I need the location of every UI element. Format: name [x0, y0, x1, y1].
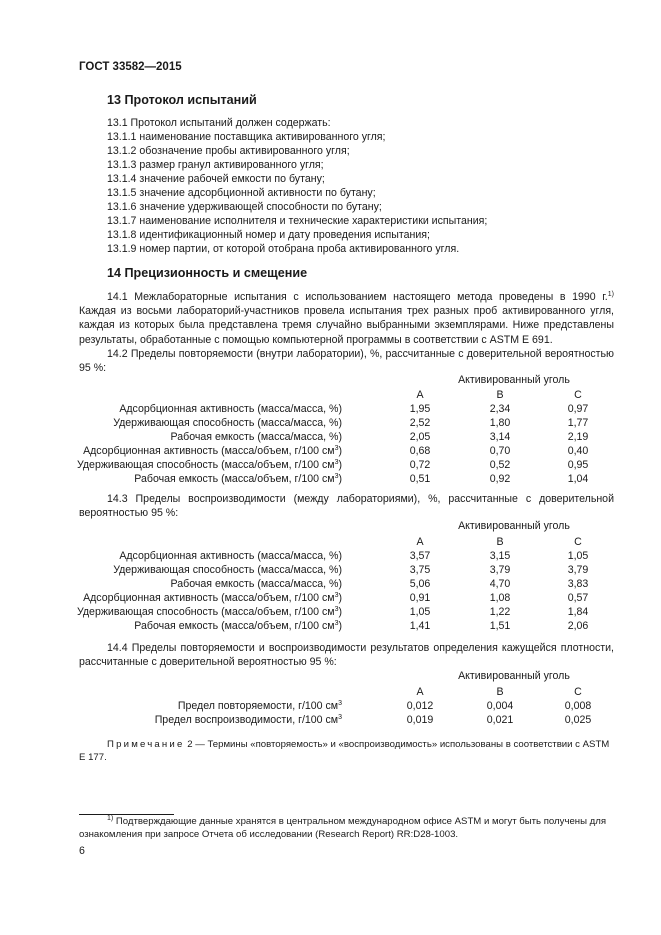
table-row: [79, 714, 614, 728]
cell-c: 1,84: [567, 606, 589, 618]
paragraph-14-4: [79, 641, 614, 669]
section-14-title: 14 Прецизионность и смещение: [107, 266, 308, 280]
paragraph-14-4-text: 14.4 Пределы повторяемости и воспроизводимости результатов определения кажущейся плотности, рассчитанные с доверительной вероятностью 95 %:: [79, 642, 614, 669]
cell-b: 0,021: [486, 714, 514, 726]
cell-b: 1,22: [489, 606, 511, 618]
section-13-title: 13 Протокол испытаний: [107, 93, 257, 107]
cell-b: 3,15: [489, 550, 511, 562]
cell-a: 0,68: [409, 445, 431, 457]
table-row: [79, 550, 614, 564]
table-row: [79, 473, 614, 487]
row-label: Адсорбционная активность (масса/объем, г/100 $см^3$): [83, 445, 342, 457]
list-item: 13.1.3 размер гранул активированного угля;: [107, 159, 324, 171]
row-label: Предел повторяемости, г/100 $см^3$: [177, 700, 342, 712]
cell-a: 5,06: [409, 578, 431, 590]
paragraph-14-3: [79, 492, 614, 520]
cell-c: 0,025: [564, 714, 592, 726]
cell-b: 4,70: [489, 578, 511, 590]
cell-b: 3,14: [489, 431, 511, 443]
row-label: Рабочая емкость (масса/объем, г/100 $см^3$): [134, 473, 342, 485]
table-header-row: [79, 686, 614, 700]
cell-a: 0,019: [406, 714, 434, 726]
cell-a: 3,75: [409, 564, 431, 576]
list-item: 13.1.9 номер партии, от которой отобрана проба активированного угля.: [107, 243, 460, 255]
table-row: [76, 459, 614, 473]
cell-a: 1,41: [409, 620, 431, 632]
table-row: [79, 403, 614, 417]
cell-c: 1,04: [567, 473, 589, 485]
row-label: Удерживающая способность (масса/масса, %): [113, 564, 342, 576]
paragraph-14-2: [79, 347, 614, 375]
cell-c: 0,57: [567, 592, 589, 604]
col-a-header: А: [416, 686, 424, 698]
cell-c: 3,79: [567, 564, 589, 576]
cell-c: 0,97: [567, 403, 589, 415]
cell-b: 1,51: [489, 620, 511, 632]
table-row: [76, 606, 614, 620]
cell-b: 0,004: [486, 700, 514, 712]
note-text: 2 — Термины «повторяемость» и «воспроизводимость» использованы в соответствии с ASTM E 177.: [79, 739, 610, 763]
cell-a: 3,57: [409, 550, 431, 562]
cell-b: 1,08: [489, 592, 511, 604]
cell-b: 3,79: [489, 564, 511, 576]
list-item: 13.1.5 значение адсорбционной активности по бутану;: [107, 187, 376, 199]
list-item: 13.1.4 значение рабочей емкости по бутану;: [107, 173, 325, 185]
list-item: 13.1.1 наименование поставщика активированного угля;: [107, 131, 386, 143]
document-id: ГОСТ 33582—2015: [79, 61, 182, 73]
row-label: Удерживающая способность (масса/масса, %): [113, 417, 342, 429]
cell-c: 1,05: [567, 550, 589, 562]
note: [79, 738, 614, 764]
cell-b: 1,80: [489, 417, 511, 429]
table-group-header: Активированный уголь: [458, 670, 570, 682]
list-item: 13.1 Протокол испытаний должен содержать:: [107, 117, 331, 129]
cell-c: 2,06: [567, 620, 589, 632]
row-label: Адсорбционная активность (масса/масса, %): [119, 403, 342, 415]
page-number: 6: [79, 845, 85, 857]
cell-c: 3,83: [567, 578, 589, 590]
paragraph-14-3-text: 14.3 Пределы воспроизводимости (между лабораториями), %, рассчитанные с доверительной вероятностью 95 %:: [79, 493, 614, 520]
col-c-header: С: [574, 389, 582, 401]
table-row: [79, 578, 614, 592]
col-a-header: А: [416, 536, 424, 548]
cell-a: 0,91: [409, 592, 431, 604]
table-group-header: Активированный уголь: [458, 520, 570, 532]
list-item: 13.1.6 значение удерживающей способности по бутану;: [107, 201, 382, 213]
row-label: Рабочая емкость (масса/масса, %): [170, 578, 342, 590]
col-a-header: А: [416, 389, 424, 401]
list-item: 13.1.7 наименование исполнителя и технические характеристики испытания;: [107, 215, 488, 227]
table-row: [79, 700, 614, 714]
footnote: [79, 816, 614, 841]
cell-a: 2,52: [409, 417, 431, 429]
table-header-row: [79, 536, 614, 550]
cell-c: 2,19: [567, 431, 589, 443]
row-label: Удерживающая способность (масса/объем, г/100 $см^3$): [76, 606, 342, 618]
col-c-header: С: [574, 686, 582, 698]
cell-a: 2,05: [409, 431, 431, 443]
cell-b: 2,34: [489, 403, 511, 415]
paragraph-14-1-lead: 14.1 Межлабораторные испытания с использованием настоящего метода проведены в 1990 г.: [107, 291, 608, 303]
col-b-header: В: [496, 536, 504, 548]
cell-c: 1,77: [567, 417, 589, 429]
row-label: Удерживающая способность (масса/объем, г/100 $см^3$): [76, 459, 342, 471]
paragraph-14-2-text: 14.2 Пределы повторяемости (внутри лаборатории), %, рассчитанные с доверительной вероятностью 95 %:: [79, 348, 614, 375]
col-b-header: В: [496, 686, 504, 698]
table-group-header: Активированный уголь: [458, 374, 570, 386]
cell-a: 0,51: [409, 473, 431, 485]
paragraph-14-1-body: Каждая из восьми лабораторий-участников провела испытания трех разных проб активированного угля, каждая из которых была представлена тремя случайно выбранными экземплярами. Ниже представлены результаты, обработанные с помощью компьютерной программы в соответствии с ASTM E 691.: [79, 305, 614, 346]
cell-b: 0,52: [489, 459, 511, 471]
cell-a: 1,95: [409, 403, 431, 415]
col-b-header: В: [496, 389, 504, 401]
footnote-text: Подтверждающие данные хранятся в центральном международном офисе ASTM и могут быть получены для ознакомления при запросе Отчета об исследовании (Research Report) RR:D28-1003.: [79, 816, 607, 840]
cell-c: 0,40: [567, 445, 589, 457]
list-item: 13.1.8 идентификационный номер и дату проведения испытания;: [107, 229, 430, 241]
cell-b: 0,70: [489, 445, 511, 457]
footnote-ref: 1): [607, 291, 614, 298]
footnote-mark: 1): [107, 815, 114, 822]
table-row: [79, 564, 614, 578]
cell-a: 0,72: [409, 459, 431, 471]
row-label: Адсорбционная активность (масса/масса, %): [119, 550, 342, 562]
row-label: Рабочая емкость (масса/объем, г/100 $см^3$): [134, 620, 342, 632]
table-row: [79, 431, 614, 445]
list-item: 13.1.2 обозначение пробы активированного угля;: [107, 145, 350, 157]
table-row: [79, 445, 614, 459]
table-header-row: [79, 389, 614, 403]
note-label: Примечание: [107, 739, 185, 750]
cell-a: 0,012: [406, 700, 434, 712]
table-row: [79, 417, 614, 431]
paragraph-14-1: [79, 290, 614, 347]
footnote-divider: [79, 814, 174, 815]
col-c-header: С: [574, 536, 582, 548]
cell-c: 0,95: [567, 459, 589, 471]
table-row: [79, 620, 614, 634]
cell-a: 1,05: [409, 606, 431, 618]
table-row: [79, 592, 614, 606]
row-label: Адсорбционная активность (масса/объем, г/100 $см^3$): [83, 592, 342, 604]
row-label: Предел воспроизводимости, г/100 $см^3$: [154, 714, 342, 726]
cell-b: 0,92: [489, 473, 511, 485]
cell-c: 0,008: [564, 700, 592, 712]
row-label: Рабочая емкость (масса/масса, %): [170, 431, 342, 443]
